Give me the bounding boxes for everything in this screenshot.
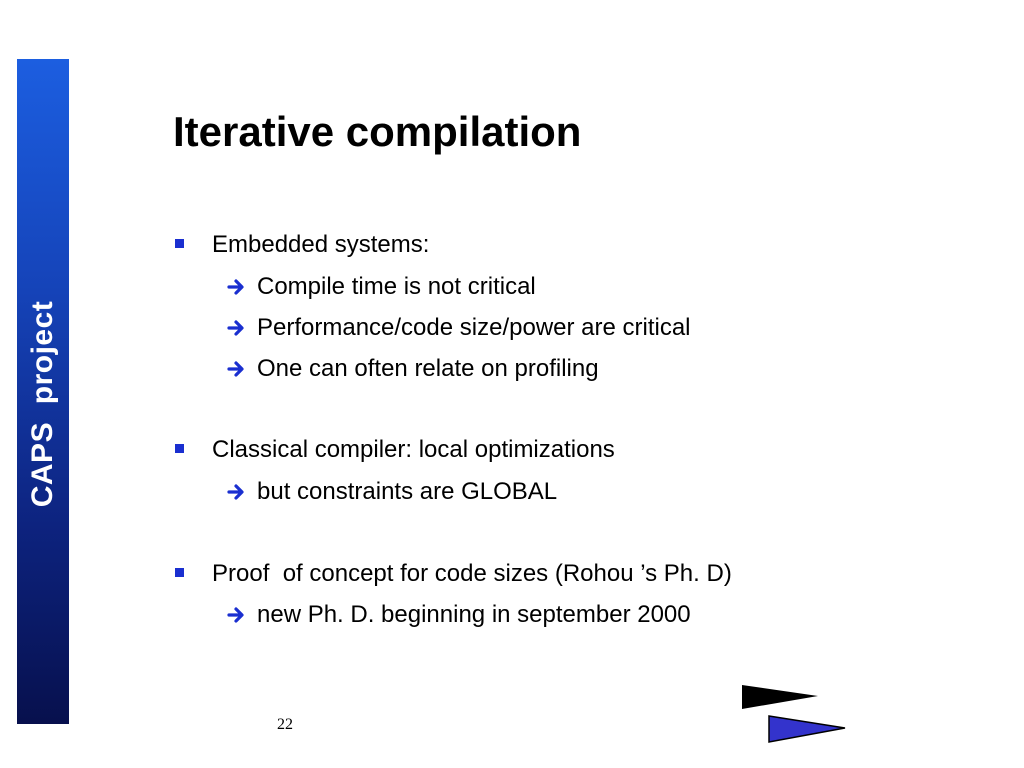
black-triangle-nav-icon[interactable] xyxy=(741,684,821,712)
bullet-text: Classical compiler: local optimizations xyxy=(212,436,615,463)
blue-triangle-nav-icon[interactable] xyxy=(768,714,848,744)
right-arrow-icon xyxy=(227,354,247,384)
sub-bullet-text: Compile time is not critical xyxy=(257,273,536,300)
right-arrow-icon xyxy=(227,313,247,343)
sub-bullet-text: new Ph. D. beginning in september 2000 xyxy=(257,601,691,628)
sub-bullet-text: Performance/code size/power are critical xyxy=(257,314,691,341)
sub-bullet-text: but constraints are GLOBAL xyxy=(257,478,558,505)
sub-bullet-text: One can often relate on profiling xyxy=(257,355,599,382)
right-arrow-icon xyxy=(227,600,247,630)
bullet-text: Proof of concept for code sizes (Rohou ’s Ph. D) xyxy=(212,560,732,587)
right-arrow-icon xyxy=(227,477,247,507)
right-arrow-icon xyxy=(227,272,247,302)
page-number: 22 xyxy=(277,716,293,733)
square-bullet-icon xyxy=(175,444,184,453)
sidebar-label: CAPS project xyxy=(26,300,59,508)
sub-bullet-item xyxy=(227,600,691,720)
square-bullet-icon xyxy=(175,568,184,577)
slide-title: Iterative compilation xyxy=(173,108,582,155)
bullet-text: Embedded systems: xyxy=(212,231,430,258)
square-bullet-icon xyxy=(175,239,184,248)
